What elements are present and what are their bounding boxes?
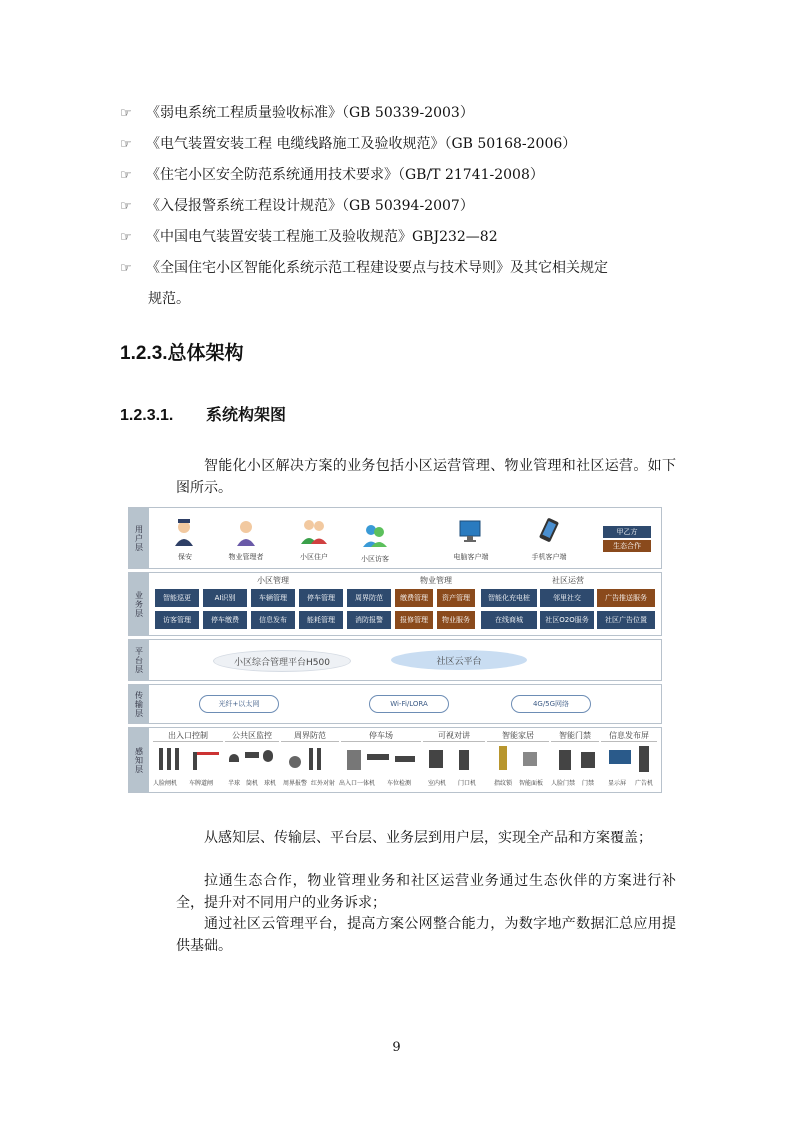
sensing-group: 出入口控制 — [153, 730, 223, 742]
device-label: 门口机 — [457, 780, 476, 787]
turnstile-icon — [159, 748, 163, 770]
device-label: 显示屏 — [607, 780, 626, 787]
business-box: 智能巡更 — [155, 589, 199, 607]
cloud-wifi: Wi-Fi/LORA — [369, 695, 449, 713]
business-box: 广告推送服务 — [597, 589, 655, 607]
subsection-heading — [120, 402, 286, 425]
layer-tab: 平台层 — [129, 640, 149, 680]
business-box: 报修管理 — [395, 611, 433, 629]
layer-tab: 传输层 — [129, 685, 149, 723]
pointing-hand-icon: ☞ — [120, 261, 132, 276]
speed-dome-icon — [263, 750, 273, 762]
user-label: 物业管理者 — [228, 553, 264, 561]
device-label: 出入口一体机 — [339, 780, 376, 787]
cloud-fiber: 光纤+以太网 — [199, 695, 279, 713]
user-label: 小区访客 — [361, 555, 389, 563]
sensing-group: 智能家居 — [487, 730, 549, 742]
layer-sensing — [128, 727, 662, 793]
section-heading: 1.2.3.总体架构 — [120, 343, 244, 364]
desktop-client-icon — [459, 520, 481, 544]
closing-paragraph: 从感知层、传输层、平台层、业务层到用户层，实现全产品和方案覆盖； — [204, 830, 652, 846]
business-box: 访客管理 — [155, 611, 199, 629]
group-title: 小区管理 — [257, 576, 289, 585]
face-access-icon — [559, 750, 571, 770]
ad-machine-icon — [639, 746, 649, 772]
sensing-group: 可视对讲 — [423, 730, 485, 742]
door-station-icon — [459, 750, 469, 770]
infrared-beam-icon — [317, 748, 321, 770]
business-box: 车辆管理 — [251, 589, 295, 607]
residents-icon — [299, 516, 329, 546]
closing-paragraph: 拉通生态合作，物业管理业务和社区运营业务通过生态伙伴的方案进行补全，提升对不同用户的业务诉求； — [176, 873, 676, 911]
subsection-number: 1.2.3.1. — [120, 407, 174, 424]
device-label: 半球 — [227, 780, 240, 787]
layer-transport — [128, 684, 662, 724]
user-label: 手机客户端 — [531, 553, 567, 561]
platform-h500: 小区综合管理平台H500 — [213, 650, 351, 672]
security-guard-icon — [173, 518, 195, 546]
bullet-camera-icon — [245, 752, 259, 758]
list-item: ☞ 《中国电气装置安装工程施工及验收规范》GBJ232—82 — [120, 222, 680, 253]
badge: 甲乙方 — [603, 526, 651, 538]
device-label: 广告机 — [634, 780, 653, 787]
pointing-hand-icon: ☞ — [120, 230, 132, 245]
entrance-unit-icon — [347, 750, 361, 770]
user-label: 小区住户 — [300, 553, 328, 561]
property-manager-icon — [235, 518, 257, 546]
device-label: 智能面板 — [518, 780, 543, 787]
turnstile-icon — [167, 748, 171, 770]
business-box: 社区O2O服务 — [540, 611, 594, 629]
perimeter-alarm-icon — [289, 756, 301, 768]
sensing-group: 停车场 — [341, 730, 421, 742]
standards-list — [120, 98, 680, 315]
closing-paragraph: 通过社区云管理平台，提高方案公网整合能力，为数字地产数据汇总应用提供基础。 — [176, 916, 676, 954]
sensing-group: 周界防范 — [281, 730, 339, 742]
list-item: ☞ 《入侵报警系统工程设计规范》（GB 50394-2007） — [120, 191, 680, 222]
group-title: 物业管理 — [420, 576, 452, 585]
business-box: 消防报警 — [347, 611, 391, 629]
barrier-gate-post-icon — [193, 752, 197, 770]
device-label: 红外对射 — [310, 780, 335, 787]
device-label: 周界报警 — [282, 780, 307, 787]
platform-cloud: 社区云平台 — [391, 650, 527, 670]
intro-paragraph: 智能化小区解决方案的业务包括小区运营管理、物业管理和社区运营。如下图所示。 — [176, 458, 676, 496]
list-item: ☞ 《住宅小区安全防范系统通用技术要求》（GB/T 21741-2008） — [120, 160, 680, 191]
business-box: 在线商城 — [481, 611, 537, 629]
layer-business — [128, 572, 662, 636]
list-item: ☞ 《全国住宅小区智能化系统示范工程建设要点与技术导则》及其它相关规定 规范。 — [120, 253, 680, 315]
business-box: AI识别 — [203, 589, 247, 607]
group-title: 社区运营 — [552, 576, 584, 585]
user-label: 保安 — [178, 553, 192, 561]
device-label: 指纹锁 — [493, 780, 512, 787]
fingerprint-lock-icon — [499, 746, 507, 770]
business-box: 停车管理 — [299, 589, 343, 607]
device-label: 车牌道闸 — [188, 780, 213, 787]
device-label: 人脸闸机 — [152, 780, 177, 787]
layer-tab: 用户层 — [129, 508, 149, 568]
business-box: 能耗管理 — [299, 611, 343, 629]
layer-tab: 业务层 — [129, 573, 149, 635]
turnstile-icon — [175, 748, 179, 770]
device-label: 室内机 — [427, 780, 446, 787]
user-label: 电脑客户端 — [453, 553, 489, 561]
layer-platform — [128, 639, 662, 681]
business-box: 周界防范 — [347, 589, 391, 607]
device-label: 筒机 — [245, 780, 258, 787]
business-box: 停车缴费 — [203, 611, 247, 629]
indoor-monitor-icon — [429, 750, 443, 768]
layer-user — [128, 507, 662, 569]
pointing-hand-icon: ☞ — [120, 199, 132, 214]
architecture-diagram — [128, 507, 662, 793]
subsection-title: 系统构架图 — [206, 407, 287, 424]
sensing-group: 智能门禁 — [551, 730, 599, 742]
layer-tab: 感知层 — [129, 728, 149, 792]
business-box: 邻里社交 — [540, 589, 594, 607]
list-item: ☞ 《弱电系统工程质量验收标准》（GB 50339-2003） — [120, 98, 680, 129]
list-item-continuation: 规范。 — [148, 291, 190, 307]
pointing-hand-icon: ☞ — [120, 106, 132, 121]
sensing-group: 公共区监控 — [225, 730, 279, 742]
device-label: 门禁 — [581, 780, 594, 787]
device-label: 车位检测 — [386, 780, 411, 787]
list-item: ☞ 《电气装置安装工程 电缆线路施工及验收规范》（GB 50168-2006） — [120, 129, 680, 160]
business-box: 缴费管理 — [395, 589, 433, 607]
access-control-icon — [581, 752, 595, 768]
business-box: 物业服务 — [437, 611, 475, 629]
dome-camera-icon — [229, 754, 239, 762]
sensing-group: 信息发布屏 — [601, 730, 657, 742]
parking-detector-icon — [395, 756, 415, 762]
business-box: 社区广告位置 — [597, 611, 655, 629]
pointing-hand-icon: ☞ — [120, 168, 132, 183]
page-number: 9 — [392, 1040, 401, 1055]
badge: 生态合作 — [603, 540, 651, 552]
device-label: 球机 — [263, 780, 276, 787]
mobile-client-icon — [537, 518, 559, 544]
infrared-beam-icon — [309, 748, 313, 770]
device-label: 人脸门禁 — [550, 780, 575, 787]
business-box: 资产管理 — [437, 589, 475, 607]
business-box: 智能化充电桩 — [481, 589, 537, 607]
cloud-4g5g: 4G/5G网络 — [511, 695, 591, 713]
camera-icon — [367, 754, 389, 760]
business-box: 信息发布 — [251, 611, 295, 629]
display-screen-icon — [609, 750, 631, 764]
smart-panel-icon — [523, 752, 537, 766]
pointing-hand-icon: ☞ — [120, 137, 132, 152]
visitor-icon — [362, 522, 388, 548]
